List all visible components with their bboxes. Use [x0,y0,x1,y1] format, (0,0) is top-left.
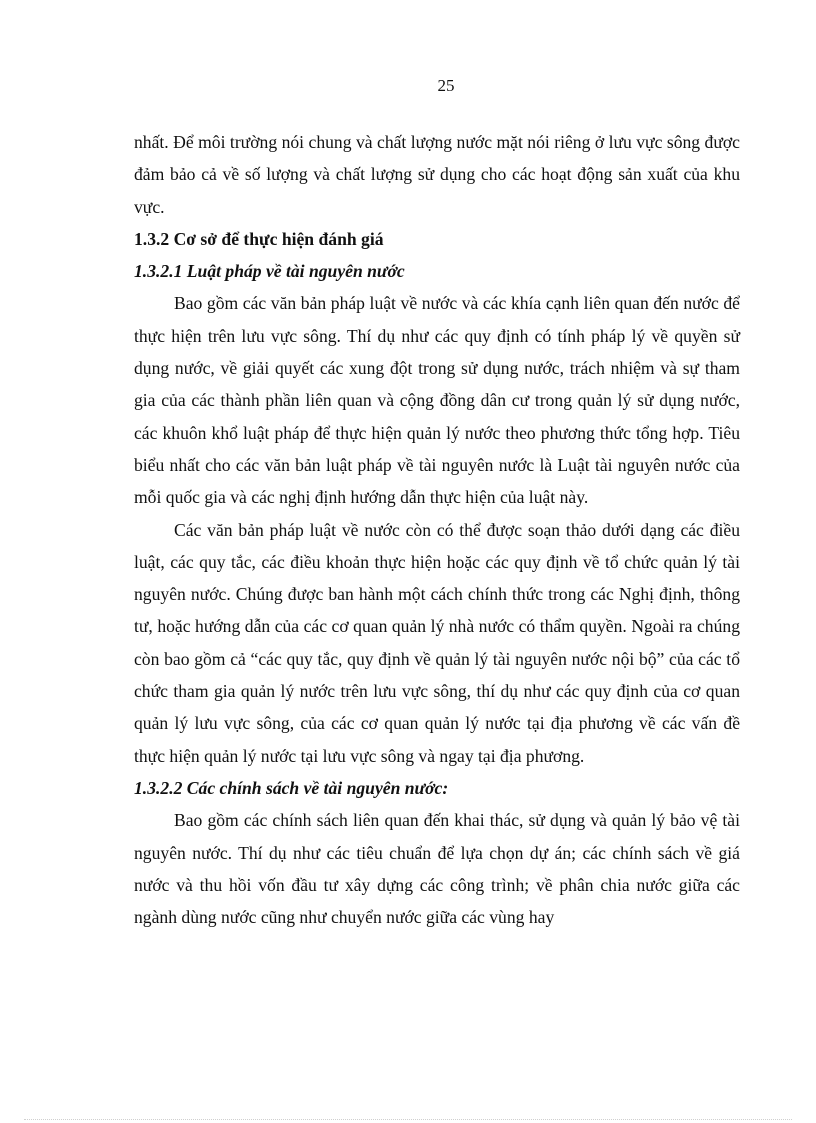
paragraph-continuation: nhất. Để môi trường nói chung và chất lượng nước mặt nói riêng ở lưu vực sông được đảm bảo cả về số lượng và chất lượng sử dụng cho các hoạt động sản xuất của khu vực. [134,132,740,217]
paragraph-legal-forms: Các văn bản pháp luật về nước còn có thể được soạn thảo dưới dạng các điều luật, các quy tắc, các điều khoản thực hiện hoặc các quy định về tổ chức quản lý tài nguyên nước. Chúng được ban hành một cách chính thức trong các Nghị định, thông tư, hoặc hướng dẫn của các cơ quan quản lý nhà nước có thẩm quyền. Ngoài ra chúng còn bao gồm cả “các quy tắc, quy định về quản lý tài nguyên nước nội bộ” của các tổ chức tham gia quản lý nước trên lưu vực sông, thí dụ như các quy định của cơ quan quản lý lưu vực sông, của các cơ quan quản lý nước tại địa phương về các vấn đề thực hiện quản lý nước tại lưu vực sông và ngay tại địa phương. [134,519,740,766]
subsection-heading-1-3-2-2: 1.3.2.2 Các chính sách về tài nguyên nước: [134,777,449,798]
paragraph-legal-documents: Bao gồm các văn bản pháp luật về nước và các khía cạnh liên quan đến nước để thực hiện trên lưu vực sông. Thí dụ như các quy định có tính pháp lý về quyền sử dụng nước, về giải quyết các xung đột trong sử dụng nước, trách nhiệm và sự tham gia của các thành phần liên quan và cộng đồng dân cư trong quản lý sử dụng nước, các khuôn khổ luật pháp để thực hiện quản lý nước theo phương thức tổng hợp. Tiêu biểu nhất cho các văn bản luật pháp về tài nguyên nước là Luật tài nguyên nước của mỗi quốc gia và các nghị định hướng dẫn thực hiện của luật này. [134,293,740,508]
subsection-heading-1-3-2-1: 1.3.2.1 Luật pháp về tài nguyên nước [134,261,405,282]
document-body [134,126,740,933]
section-heading-1-3-2: 1.3.2 Cơ sở để thực hiện đánh giá [134,228,384,249]
paragraph-water-policies: Bao gồm các chính sách liên quan đến khai thác, sử dụng và quản lý bảo vệ tài nguyên nước. Thí dụ như các tiêu chuẩn để lựa chọn dự án; các chính sách về giá nước và thu hồi vốn đầu tư xây dựng các công trình; về phân chia nước giữa các ngành dùng nước cũng như chuyển nước giữa các vùng hay [134,810,740,928]
page-number: 25 [437,76,455,95]
page-bottom-border [24,1119,792,1120]
